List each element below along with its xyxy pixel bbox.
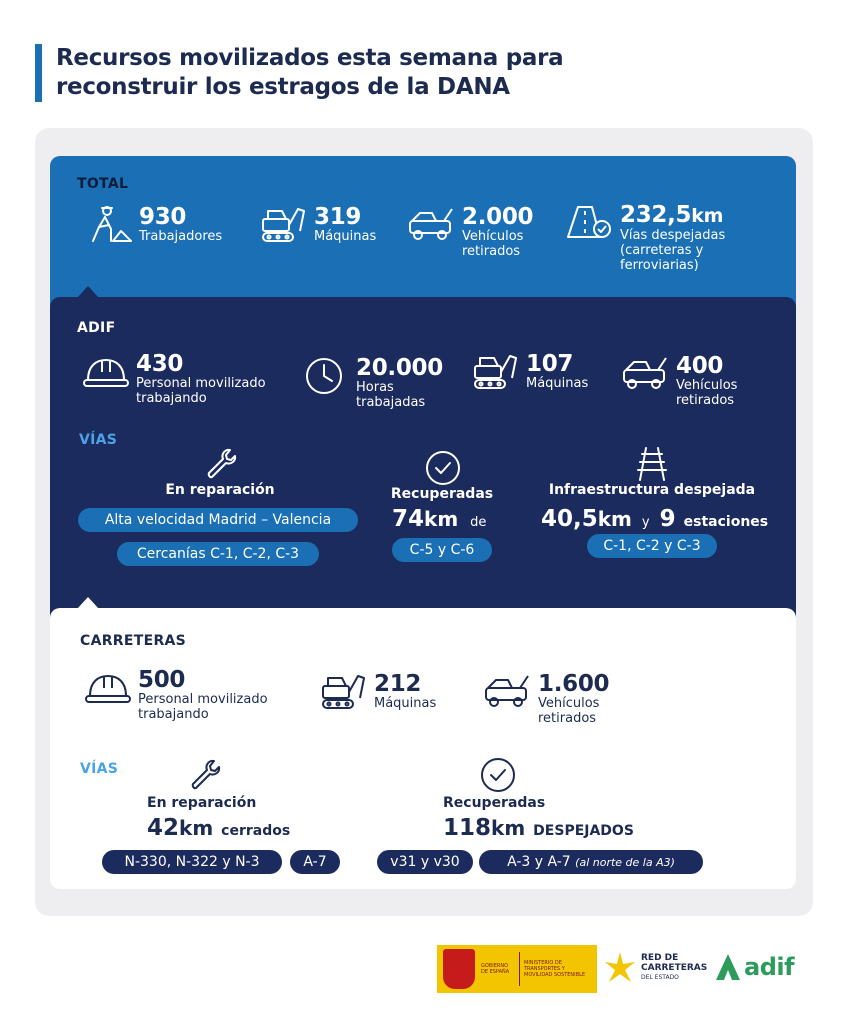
carreteras-machines-value: 212: [374, 671, 422, 697]
total-roads-value: 232,5km: [620, 202, 724, 228]
total-roads-label: Vías despejadas (carreteras y ferroviarias): [620, 228, 726, 273]
adif-reparacion-pill-cercanias: Cercanías C-1, C-2, C-3: [117, 542, 319, 566]
adif-label: ADIF: [77, 320, 116, 336]
adif-infra-pill: C-1, C-2 y C-3: [587, 534, 717, 558]
adif-personal-label: Personal movilizado trabajando: [136, 376, 266, 406]
tow-truck-icon: [622, 354, 670, 394]
carreteras-recuperadas-pill-a: A-3 y A-7 (al norte de la A3): [479, 850, 703, 874]
adif-machines-label: Máquinas: [526, 376, 589, 391]
total-workers-label: Trabajadores: [139, 229, 223, 244]
total-stat-vehicles: [408, 205, 542, 259]
carreteras-reparacion-value: 42km cerrados: [147, 815, 291, 841]
excavator-icon: [320, 672, 368, 712]
hard-hat-icon: [82, 352, 130, 392]
worker-icon: [85, 205, 133, 245]
total-workers-value: 930: [139, 204, 187, 230]
total-vehicles-label: Vehículos retirados: [462, 229, 524, 259]
excavator-icon: [260, 205, 308, 245]
adif-stat-machines: [472, 352, 588, 392]
check-circle-icon: [425, 450, 461, 486]
excavator-icon: [472, 352, 520, 392]
carreteras-reparacion-pill-a7: A-7: [290, 850, 340, 874]
carreteras-recuperadas-pill-v: v31 y v30: [377, 850, 473, 874]
adif-mark-icon: [714, 952, 742, 982]
adif-stat-hours: [302, 356, 443, 410]
adif-hours-label: Horas trabajadas: [356, 380, 426, 410]
adif-recuperadas-heading: Recuperadas: [390, 486, 494, 502]
adif-infra-heading: Infraestructura despejada: [548, 482, 756, 498]
adif-stat-personal: [82, 352, 286, 406]
star-icon: [603, 950, 637, 986]
check-circle-icon: [480, 757, 516, 793]
adif-vias-label: VÍAS: [79, 432, 118, 448]
adif-recuperadas-pill: C-5 y C-6: [392, 538, 492, 562]
adif-stat-vehicles: [622, 354, 756, 408]
wrench-icon: [204, 446, 240, 482]
tow-truck-icon: [484, 672, 532, 712]
carreteras-personal-value: 500: [138, 667, 186, 693]
total-label: TOTAL: [77, 176, 129, 192]
total-machines-label: Máquinas: [314, 229, 377, 244]
carreteras-machines-label: Máquinas: [374, 696, 437, 711]
adif-reparacion-heading: En reparación: [165, 482, 275, 498]
adif-machines-value: 107: [526, 351, 574, 377]
carreteras-stat-machines: [320, 672, 436, 712]
red-carreteras-logo: RED DE CARRETERAS DEL ESTADO: [603, 950, 707, 986]
carreteras-reparacion-pill-n: N-330, N-322 y N-3: [102, 850, 282, 874]
carreteras-vias-label: VÍAS: [80, 761, 119, 777]
adif-recuperadas-value: 74km de: [392, 506, 487, 532]
total-stat-workers: [85, 205, 222, 245]
total-stat-roads: [566, 203, 740, 273]
adif-panel: [50, 297, 796, 630]
gobierno-logo: GOBIERNO DE ESPAÑA MINISTERIO DE TRANSPORTES Y MOVILIDAD SOSTENIBLE: [437, 945, 597, 993]
panel-notch: [77, 286, 99, 298]
adif-logo: adif: [714, 952, 794, 982]
carreteras-label: CARRETERAS: [80, 633, 187, 649]
title-accent-bar: [35, 44, 42, 102]
adif-vehicles-label: Vehículos retirados: [676, 378, 738, 408]
carreteras-vehicles-label: Vehículos retirados: [538, 696, 600, 726]
adif-vehicles-value: 400: [676, 353, 724, 379]
carreteras-panel: [50, 608, 796, 889]
total-vehicles-value: 2.000: [462, 204, 534, 230]
carreteras-stat-vehicles: [484, 672, 618, 726]
carreteras-stat-personal: [84, 668, 288, 722]
total-stat-machines: [260, 205, 376, 245]
logo-divider: [519, 952, 520, 986]
hard-hat-icon: [84, 668, 132, 708]
panel-notch: [77, 597, 99, 609]
adif-reparacion-pill-av: Alta velocidad Madrid – Valencia: [78, 508, 358, 532]
carreteras-personal-label: Personal movilizado trabajando: [138, 692, 268, 722]
adif-personal-value: 430: [136, 351, 184, 377]
carreteras-recuperadas-heading: Recuperadas: [443, 795, 546, 811]
adif-hours-value: 20.000: [356, 355, 443, 381]
adif-infra-value: 40,5km y 9 estaciones: [541, 506, 769, 532]
coat-of-arms-icon: [443, 949, 475, 989]
wrench-icon: [188, 757, 224, 793]
carreteras-vehicles-value: 1.600: [538, 671, 610, 697]
rail-track-icon: [634, 446, 670, 482]
page-title: Recursos movilizados esta semana para reconstruir los estragos de la DANA: [56, 45, 564, 100]
carreteras-reparacion-heading: En reparación: [147, 795, 257, 811]
carreteras-recuperadas-value: 118km DESPEJADOS: [443, 815, 634, 841]
road-check-icon: [566, 203, 614, 243]
tow-truck-icon: [408, 205, 456, 245]
total-machines-value: 319: [314, 204, 362, 230]
clock-icon: [302, 356, 350, 396]
